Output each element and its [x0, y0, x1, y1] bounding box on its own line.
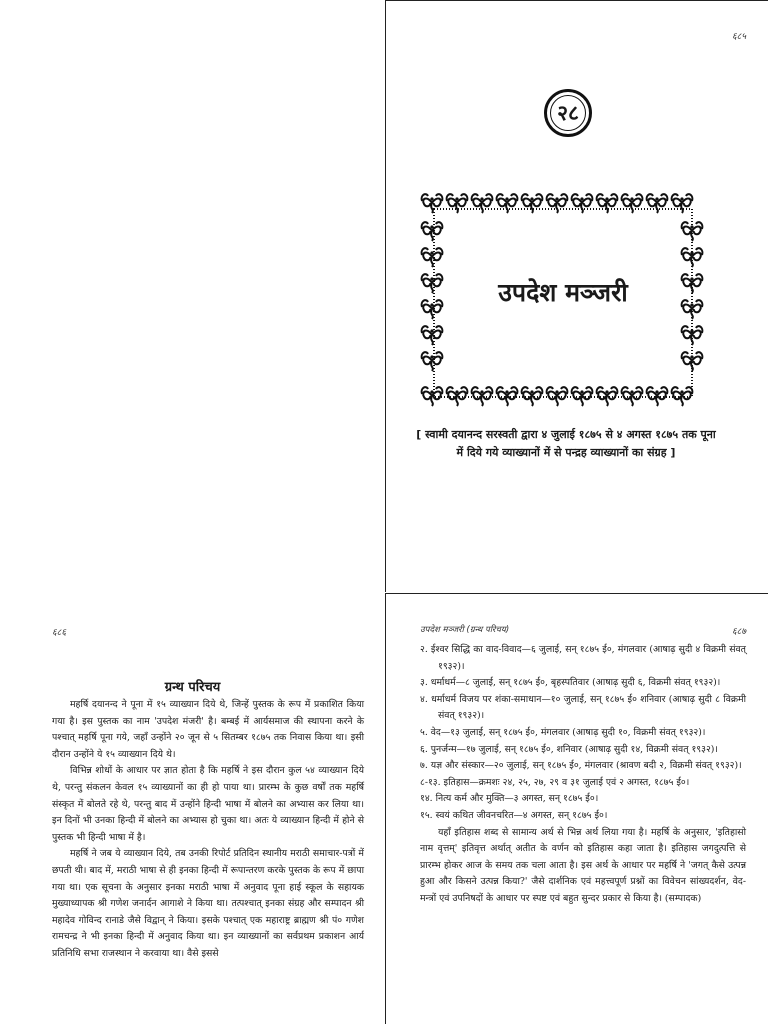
chapter-subtitle: [ स्वामी दयानन्द सरस्वती द्वारा ४ जुलाई १८७५ से ४ अगस्त १८७५ तक पूना में दिये गये व्याख्यानों में से पन्द्रह व्याख्यानों का संग्रह ]: [416, 428, 716, 459]
page-number: ६८५: [731, 32, 746, 42]
list-item: १४. नित्य कर्म और मुक्ति—३ अगस्त, सन् १८७५ ई०।: [420, 793, 599, 805]
lecture-list: [420, 642, 746, 908]
intro-page: [0, 593, 385, 1024]
intro-body: [52, 697, 364, 963]
chapter-number-badge: [544, 89, 592, 137]
paragraph: महर्षि दयानन्द ने पूना में १५ व्याख्यान दिये थे, जिन्हें पुस्तक के रूप में प्रकाशित किया गया है। इस पुस्तक का नाम 'उपदेश मंजरी' है। बम्बई में आर्यसमाज की स्थापना करने के पश्चात् महर्षि पूना गये, जहाँ उन्होंने २० जून से ५ सितम्बर १८७५ तक निवास किया था। इसी दौरान उन्होंने ये १५ व्याख्यान दिये थे।: [52, 699, 364, 760]
chapter-title-page: [385, 0, 768, 592]
list-item: ६. पुनर्जन्म—१७ जुलाई, सन् १८७५ ई०, शनिवार (आषाढ़ सुदी १४, विक्रमी संवत् १९३२)।: [420, 743, 718, 755]
blank-page: [0, 0, 385, 592]
list-item: ८-१३. इतिहास—क्रमशः २४, २५, २७, २९ व ३१ जुलाई एवं २ अगस्त, १८७५ ई०।: [420, 776, 690, 788]
page-number: ६८७: [731, 627, 746, 637]
ornamental-title-frame: [420, 191, 706, 415]
closing-paragraph: यहाँ इतिहास शब्द से सामान्य अर्थ से भिन्न अर्थ लिया गया है। महर्षि के अनुसार, 'इतिहासो नाम वृत्तम्' इतिवृत्त अर्थात् अतीत के वर्णन को इतिहास कहा जाता है। इतिहास जगदुत्पत्ति से प्रारम्भ होकर आज के समय तक चला आता है। इस अर्थ के आधार पर महर्षि ने 'जगत् कैसे उत्पन्न हुआ और किसने उत्पन्न किया?' जैसे दार्शनिक एवं महत्त्वपूर्ण प्रश्नों का विवेचन सांख्यदर्शन, वेद-मन्त्रों एवं उपनिषदों के आधार पर स्पष्ट एवं बहुत सुन्दर प्रकार से किया है। (सम्पादक): [420, 826, 746, 904]
page-number: ६८६: [52, 628, 67, 638]
list-item: ७. यज्ञ और संस्कार—२० जुलाई, सन् १८७५ ई०, मंगलवार (श्रावण बदी २, विक्रमी संवत् १९३२)।: [420, 760, 742, 772]
chapter-number: २८: [557, 101, 579, 125]
paragraph: विभिन्न शोधों के आधार पर ज्ञात होता है कि महर्षि ने इस दौरान कुल ५४ व्याख्यान दिये थे, परन्तु संकलन केवल १५ व्याख्यानों का ही हो पाया था। प्रारम्भ के कुछ वर्षों तक महर्षि संस्कृत में बोलते रहे थे, परन्तु बाद में उन्होंने हिन्दी भाषा में बोलने का अभ्यास कर लिया था। इन दिनों भी उनका हिन्दी में बोलने का अभ्यास हो चुका था। अतः ये व्याख्यान हिन्दी में होने से पुस्तक भी हिन्दी भाषा में है।: [52, 765, 364, 843]
list-item: ५. वेद—१३ जुलाई, सन् १८७५ ई०, मंगलवार (आषाढ़ सुदी १०, विक्रमी संवत् १९३२)।: [420, 726, 706, 738]
chapter-title: उपदेश मञ्जरी: [498, 278, 628, 307]
list-item: १५. स्वयं कथित जीवनचरित—४ अगस्त, सन् १८७५ ई०।: [420, 809, 608, 821]
running-header: उपदेश मञ्जरी (ग्रन्थ परिचय): [420, 625, 510, 635]
list-item: २. ईश्वर सिद्धि का वाद-विवाद—६ जुलाई, सन् १८७५ ई०, मंगलवार (आषाढ़ सुदी ४ विक्रमी संवत् १९३२)।: [420, 644, 746, 672]
section-heading: ग्रन्थ परिचय: [164, 680, 221, 695]
paragraph: महर्षि ने जब ये व्याख्यान दिये, तब उनकी रिपोर्ट प्रतिदिन स्थानीय मराठी समाचार-पत्रों में छपती थी। बाद में, मराठी भाषा से ही इनका हिन्दी में रूपान्तरण करके पुस्तक के रूप में छापा गया था। एक सूचना के अनुसार इनका मराठी भाषा में अनुवाद पूना हाई स्कूल के सहायक मुख्याध्यापक श्री गणेश जनार्दन आगाशे ने किया था। तत्पश्चात् इनका संग्रह और सम्पादन श्री महादेव गोविन्द रानाडे जैसे विद्वान् ने किया। इसके पश्चात् एक महाराष्ट्र ब्राह्मण श्री पं० गणेश रामचन्द्र ने भी इनका हिन्दी में अनुवाद किया था। इन व्याख्यानों का सर्वप्रथम प्रकाशन आर्य प्रतिनिधि सभा राजस्थान ने करवाया था। वैसे इससे: [52, 848, 364, 959]
list-item: ३. धर्माधर्म—८ जुलाई, सन् १८७५ ई०, बृहस्पतिवार (आषाढ़ सुदी ६, विक्रमी संवत् १९३२)।: [420, 677, 721, 689]
lecture-list-page: [385, 593, 768, 1024]
list-item: ४. धर्माधर्म विजय पर शंका-समाधान—१० जुलाई, सन् १८७५ ई० शनिवार (आषाढ़ सुदी ८ विक्रमी संवत् १९३२)।: [420, 693, 746, 722]
